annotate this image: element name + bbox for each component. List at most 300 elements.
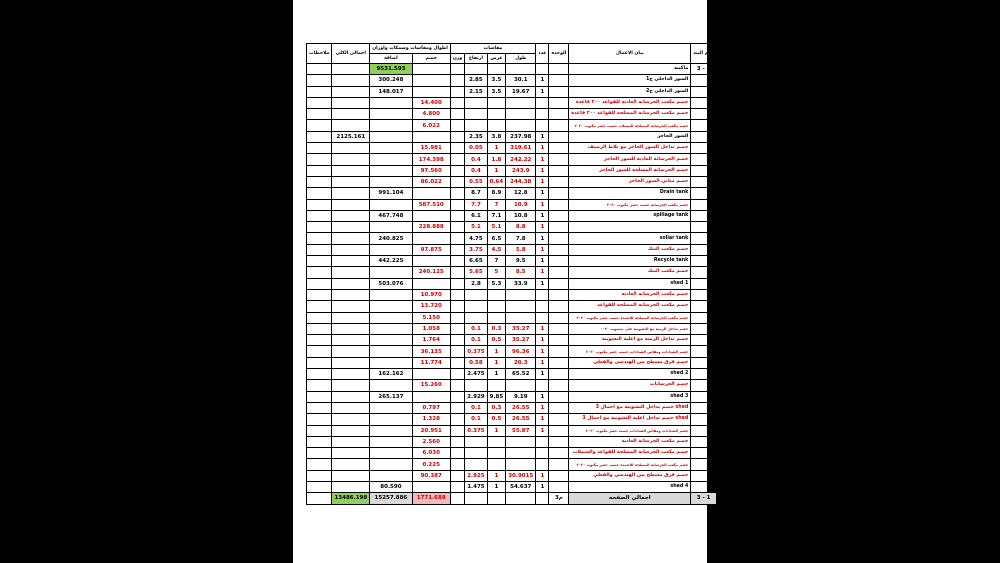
cell-height [465, 289, 487, 300]
table-row [307, 425, 717, 436]
cell-height: 2.85 [465, 75, 487, 86]
cell-length: 65.52 [506, 369, 536, 380]
cell-add [370, 131, 412, 142]
spreadsheet-page [293, 0, 714, 563]
cell-unit [549, 402, 569, 413]
cell-unit [549, 357, 569, 368]
cell-count: 1 [536, 188, 549, 199]
cell-add [370, 267, 412, 278]
header-additions: اطوال ومقاسات وسمكات واوزان [370, 44, 451, 54]
cell-desc: خصم مباني السور الحاجز [569, 176, 691, 187]
cell-add [370, 154, 412, 165]
cell-length: 26.55 [506, 414, 536, 425]
cell-total [332, 414, 370, 425]
cell-add: 265.137 [370, 391, 412, 402]
cell-weight [450, 188, 464, 199]
table-row [307, 210, 717, 221]
cell-add [370, 402, 412, 413]
cell-notes [307, 154, 332, 165]
cell-add: 503.076 [370, 278, 412, 289]
footer-empty [536, 493, 549, 504]
cell-add [370, 414, 412, 425]
cell-height: 2.475 [465, 369, 487, 380]
table-row [307, 289, 717, 300]
cell-length: 19.67 [506, 86, 536, 97]
cell-width: 5.1 [487, 222, 506, 233]
cell-unit [549, 86, 569, 97]
cell-notes [307, 436, 332, 447]
table-row [307, 143, 717, 154]
cell-desc: خصم مكعب الخرسانة المسلحة للقواعد ٢٠٠ قاعدة [569, 109, 691, 120]
cell-weight [450, 312, 464, 323]
cell-width: 1 [487, 481, 506, 492]
cell-height [465, 97, 487, 108]
table-row [307, 380, 717, 391]
cell-item [691, 369, 717, 380]
quantities-table [306, 43, 717, 505]
cell-count: 1 [536, 233, 549, 244]
cell-desc [569, 222, 691, 233]
cell-item [691, 210, 717, 221]
cell-unit [549, 256, 569, 267]
cell-notes [307, 176, 332, 187]
table-row [307, 301, 717, 312]
cell-count: 1 [536, 165, 549, 176]
cell-notes [307, 323, 332, 334]
cell-desc: خصم تداخل التشوينة مع احمال 3 shed [569, 402, 691, 413]
footer-grand-total: 13486.198 [332, 493, 370, 504]
cell-height: 0.55 [465, 176, 487, 187]
cell-add [370, 357, 412, 368]
cell-count: 1 [536, 346, 549, 357]
cell-weight [450, 75, 464, 86]
cell-count: 1 [536, 244, 549, 255]
table-row [307, 120, 717, 131]
header-deduct: خصم [412, 54, 450, 64]
cell-unit [549, 391, 569, 402]
cell-desc: خصم مكعب التنك [569, 267, 691, 278]
cell-count [536, 459, 549, 470]
cell-height: 0.375 [465, 346, 487, 357]
cell-deduct [412, 256, 450, 267]
cell-notes [307, 448, 332, 459]
cell-deduct: 15.260 [412, 380, 450, 391]
cell-notes [307, 357, 332, 368]
cell-height [465, 459, 487, 470]
cell-add: 80.590 [370, 481, 412, 492]
cell-unit [549, 289, 569, 300]
cell-item [691, 436, 717, 447]
cell-length: 9.5 [506, 256, 536, 267]
footer-empty [506, 493, 536, 504]
cell-desc: shed 4 [569, 481, 691, 492]
cell-desc: خصم مكعب الخرسانة حسب حصر مكتوب ٢٠٢٠ [569, 199, 691, 210]
cell-weight [450, 233, 464, 244]
cell-item [691, 278, 717, 289]
header-item-no: رقم البند [691, 44, 717, 64]
cell-length: 7.8 [506, 233, 536, 244]
cell-count: 1 [536, 199, 549, 210]
cell-desc: السور الداخلي ج2 [569, 86, 691, 97]
cell-length [506, 380, 536, 391]
cell-item [691, 470, 717, 481]
cell-height: 2.15 [465, 86, 487, 97]
cell-desc: خصم تداخل اعلية التشوينة مع احمال 3 shed [569, 414, 691, 425]
cell-deduct: 90.387 [412, 470, 450, 481]
cell-total [332, 323, 370, 334]
cell-weight [450, 109, 464, 120]
cell-count: 1 [536, 176, 549, 187]
cell-length: 10.8 [506, 210, 536, 221]
footer-empty [487, 493, 506, 504]
cell-unit [549, 312, 569, 323]
cell-width: 7 [487, 256, 506, 267]
cell-item [691, 335, 717, 346]
cell-deduct: 10.970 [412, 289, 450, 300]
cell-length [506, 64, 536, 75]
cell-width [487, 120, 506, 131]
cell-deduct: 13.720 [412, 301, 450, 312]
cell-width: 1 [487, 357, 506, 368]
cell-height [465, 436, 487, 447]
cell-count [536, 448, 549, 459]
cell-length [506, 109, 536, 120]
cell-add [370, 436, 412, 447]
cell-deduct: 1.328 [412, 414, 450, 425]
cell-deduct: 2.560 [412, 436, 450, 447]
cell-width: 1 [487, 369, 506, 380]
cell-width: 4.5 [487, 244, 506, 255]
cell-weight [450, 278, 464, 289]
cell-notes [307, 267, 332, 278]
cell-width [487, 380, 506, 391]
cell-notes [307, 312, 332, 323]
header-row-1 [307, 44, 717, 54]
cell-weight [450, 346, 464, 357]
cell-length: 33.9 [506, 278, 536, 289]
cell-deduct [412, 86, 450, 97]
cell-total [332, 312, 370, 323]
cell-notes [307, 380, 332, 391]
cell-item [691, 267, 717, 278]
cell-item [691, 448, 717, 459]
cell-width: 7 [487, 199, 506, 210]
cell-weight [450, 199, 464, 210]
cell-item [691, 188, 717, 199]
cell-length: 35.27 [506, 323, 536, 334]
cell-total [332, 75, 370, 86]
cell-notes [307, 109, 332, 120]
cell-notes [307, 64, 332, 75]
cell-unit [549, 97, 569, 108]
cell-weight [450, 86, 464, 97]
cell-notes [307, 481, 332, 492]
cell-count: 1 [536, 357, 549, 368]
cell-weight [450, 301, 464, 312]
cell-length: 8.5 [506, 267, 536, 278]
cell-unit [549, 75, 569, 86]
cell-notes [307, 301, 332, 312]
cell-item [691, 222, 717, 233]
cell-weight [450, 335, 464, 346]
cell-unit [549, 154, 569, 165]
cell-item: 3 - 1 [691, 64, 717, 75]
cell-width [487, 64, 506, 75]
cell-width: 1 [487, 143, 506, 154]
cell-unit [549, 369, 569, 380]
cell-notes [307, 278, 332, 289]
cell-add [370, 335, 412, 346]
cell-height [465, 448, 487, 459]
cell-desc: خصم الشدادات ومقاس الشدادات حسب حصر مكتوب ٢٠٢٠ [569, 425, 691, 436]
cell-weight [450, 131, 464, 142]
cell-desc: خصم الشدادات ومقاس الشدادات حسب حصر مكتوب ٢٠٢٠ [569, 346, 691, 357]
cell-notes [307, 256, 332, 267]
cell-height: 6.1 [465, 210, 487, 221]
cell-weight [450, 176, 464, 187]
cell-deduct [412, 369, 450, 380]
cell-total [332, 278, 370, 289]
cell-width: 0.64 [487, 176, 506, 187]
table-row [307, 75, 717, 86]
cell-desc: السور الداخلي ج1 [569, 75, 691, 86]
cell-height [465, 64, 487, 75]
cell-deduct: 228.888 [412, 222, 450, 233]
cell-deduct [412, 233, 450, 244]
cell-total: 2125.161 [332, 131, 370, 142]
cell-notes [307, 459, 332, 470]
cell-count: 1 [536, 143, 549, 154]
cell-add [370, 301, 412, 312]
cell-weight [450, 289, 464, 300]
cell-desc: خصم الخرسانة العادية للسور الحاجز [569, 154, 691, 165]
cell-length: 96.36 [506, 346, 536, 357]
cell-length [506, 97, 536, 108]
cell-height: 0.4 [465, 165, 487, 176]
cell-desc: sollar tank [569, 233, 691, 244]
cell-add [370, 346, 412, 357]
cell-add [370, 323, 412, 334]
cell-total [332, 402, 370, 413]
cell-height: 6.65 [465, 256, 487, 267]
cell-width [487, 97, 506, 108]
cell-add: 991.104 [370, 188, 412, 199]
cell-unit [549, 335, 569, 346]
cell-length: 244.38 [506, 176, 536, 187]
cell-desc: خصم تداخل الرمبة مع التشوينة على منسوب ٠٠٢٠ [569, 323, 691, 334]
cell-width: 5.3 [487, 278, 506, 289]
cell-notes [307, 97, 332, 108]
cell-height: 8.7 [465, 188, 487, 199]
cell-count: 1 [536, 86, 549, 97]
cell-deduct: 587.510 [412, 199, 450, 210]
cell-unit [549, 301, 569, 312]
cell-height: 7.7 [465, 199, 487, 210]
cell-unit [549, 470, 569, 481]
cell-desc: خصم مكعب الخرسانة المسلحة للسملات حسب حصر مكتوب ٢٠٢٠ [569, 120, 691, 131]
cell-deduct [412, 210, 450, 221]
cell-total [332, 369, 370, 380]
cell-height: 0.375 [465, 425, 487, 436]
cell-item [691, 86, 717, 97]
header-add: اضافه [370, 54, 412, 64]
header-unit: الوحده [549, 44, 569, 64]
cell-desc: خصم فرق مسطح بين الهندسي والفعلي [569, 357, 691, 368]
cell-width [487, 109, 506, 120]
table-row [307, 154, 717, 165]
cell-notes [307, 233, 332, 244]
cell-width [487, 448, 506, 459]
cell-count: 1 [536, 425, 549, 436]
cell-item [691, 459, 717, 470]
cell-height: 5.65 [465, 267, 487, 278]
cell-height: 2.929 [465, 391, 487, 402]
cell-total [332, 143, 370, 154]
cell-unit [549, 425, 569, 436]
cell-count: 1 [536, 323, 549, 334]
cell-weight [450, 436, 464, 447]
cell-unit [549, 459, 569, 470]
cell-add [370, 425, 412, 436]
cell-weight [450, 470, 464, 481]
table-row [307, 481, 717, 492]
cell-add [370, 470, 412, 481]
cell-count: 1 [536, 267, 549, 278]
cell-deduct [412, 131, 450, 142]
cell-count: 1 [536, 256, 549, 267]
cell-unit [549, 448, 569, 459]
cell-total [332, 64, 370, 75]
cell-count: 1 [536, 75, 549, 86]
cell-add [370, 380, 412, 391]
cell-notes [307, 131, 332, 142]
cell-total [332, 120, 370, 131]
cell-length: 55.87 [506, 425, 536, 436]
table-row [307, 402, 717, 413]
header-weight: وزن [450, 54, 464, 64]
cell-unit [549, 199, 569, 210]
cell-height: 2.8 [465, 278, 487, 289]
cell-count [536, 120, 549, 131]
cell-weight [450, 481, 464, 492]
cell-count: 1 [536, 369, 549, 380]
table-row [307, 391, 717, 402]
cell-desc: spillage tank [569, 210, 691, 221]
cell-deduct: 97.560 [412, 165, 450, 176]
cell-item [691, 131, 717, 142]
cell-add: 148.017 [370, 86, 412, 97]
cell-desc: خصم مكعب الخرسانة العادية للقواعد ٢٠٠ قاعدة [569, 97, 691, 108]
cell-width [487, 301, 506, 312]
cell-total [332, 448, 370, 459]
cell-add: 240.825 [370, 233, 412, 244]
table-row [307, 176, 717, 187]
cell-notes [307, 369, 332, 380]
table-row [307, 470, 717, 481]
cell-add: 300.248 [370, 75, 412, 86]
footer-unit: م3 [549, 493, 569, 504]
cell-total [332, 233, 370, 244]
cell-unit [549, 267, 569, 278]
footer-item-no: 3 - 1 [691, 493, 717, 504]
cell-add [370, 289, 412, 300]
cell-weight [450, 222, 464, 233]
cell-item [691, 244, 717, 255]
footer-total-row [307, 493, 717, 504]
cell-unit [549, 109, 569, 120]
cell-width: 3.5 [487, 75, 506, 86]
header-dims: مقاسات [450, 44, 535, 54]
header-work-desc: بيان الاعمال [569, 44, 691, 64]
cell-length: 5.8 [506, 244, 536, 255]
cell-add [370, 222, 412, 233]
cell-length [506, 312, 536, 323]
cell-item [691, 346, 717, 357]
cell-width: 1 [487, 470, 506, 481]
cell-desc: خصم مكعب الخرسانة المسلحة للاعمدة حسب حصر مكتوب ٢٠٢٠ [569, 312, 691, 323]
cell-add [370, 165, 412, 176]
cell-add [370, 459, 412, 470]
table-row [307, 165, 717, 176]
cell-total [332, 109, 370, 120]
cell-weight [450, 391, 464, 402]
cell-desc: Drain tank [569, 188, 691, 199]
cell-desc: خصم مكعب الخرسانة المسلحة للقواعد والسملات [569, 448, 691, 459]
cell-deduct: 20.951 [412, 425, 450, 436]
cell-count: 1 [536, 481, 549, 492]
cell-unit [549, 131, 569, 142]
cell-desc: خصم الخرسانة المسلحة للسور الحاجز [569, 165, 691, 176]
cell-notes [307, 120, 332, 131]
cell-desc: خصم فرق مسطح بين الهندسي والفعلي [569, 470, 691, 481]
table-row [307, 312, 717, 323]
cell-width [487, 459, 506, 470]
cell-desc: خصم مكعب الخرسانة المسلحة للاعمدة حسب حصر مكتوب ٢٠٢٠ [569, 459, 691, 470]
cell-desc: Recycle tank [569, 256, 691, 267]
cell-total [332, 481, 370, 492]
cell-item [691, 97, 717, 108]
cell-notes [307, 75, 332, 86]
cell-unit [549, 278, 569, 289]
cell-add [370, 109, 412, 120]
cell-unit [549, 323, 569, 334]
cell-unit [549, 143, 569, 154]
cell-width: 6.5 [487, 233, 506, 244]
cell-item [691, 323, 717, 334]
cell-width: 0.3 [487, 323, 506, 334]
cell-total [332, 289, 370, 300]
table-row [307, 278, 717, 289]
cell-notes [307, 143, 332, 154]
cell-deduct: 240.125 [412, 267, 450, 278]
cell-item [691, 154, 717, 165]
cell-weight [450, 357, 464, 368]
cell-add [370, 199, 412, 210]
cell-weight [450, 448, 464, 459]
cell-length: 237.98 [506, 131, 536, 142]
cell-add [370, 176, 412, 187]
cell-height [465, 120, 487, 131]
cell-count [536, 312, 549, 323]
table-row [307, 109, 717, 120]
cell-total [332, 199, 370, 210]
cell-desc: shed 1 [569, 278, 691, 289]
cell-count [536, 301, 549, 312]
cell-notes [307, 402, 332, 413]
cell-item [691, 391, 717, 402]
table-row [307, 357, 717, 368]
cell-unit [549, 436, 569, 447]
